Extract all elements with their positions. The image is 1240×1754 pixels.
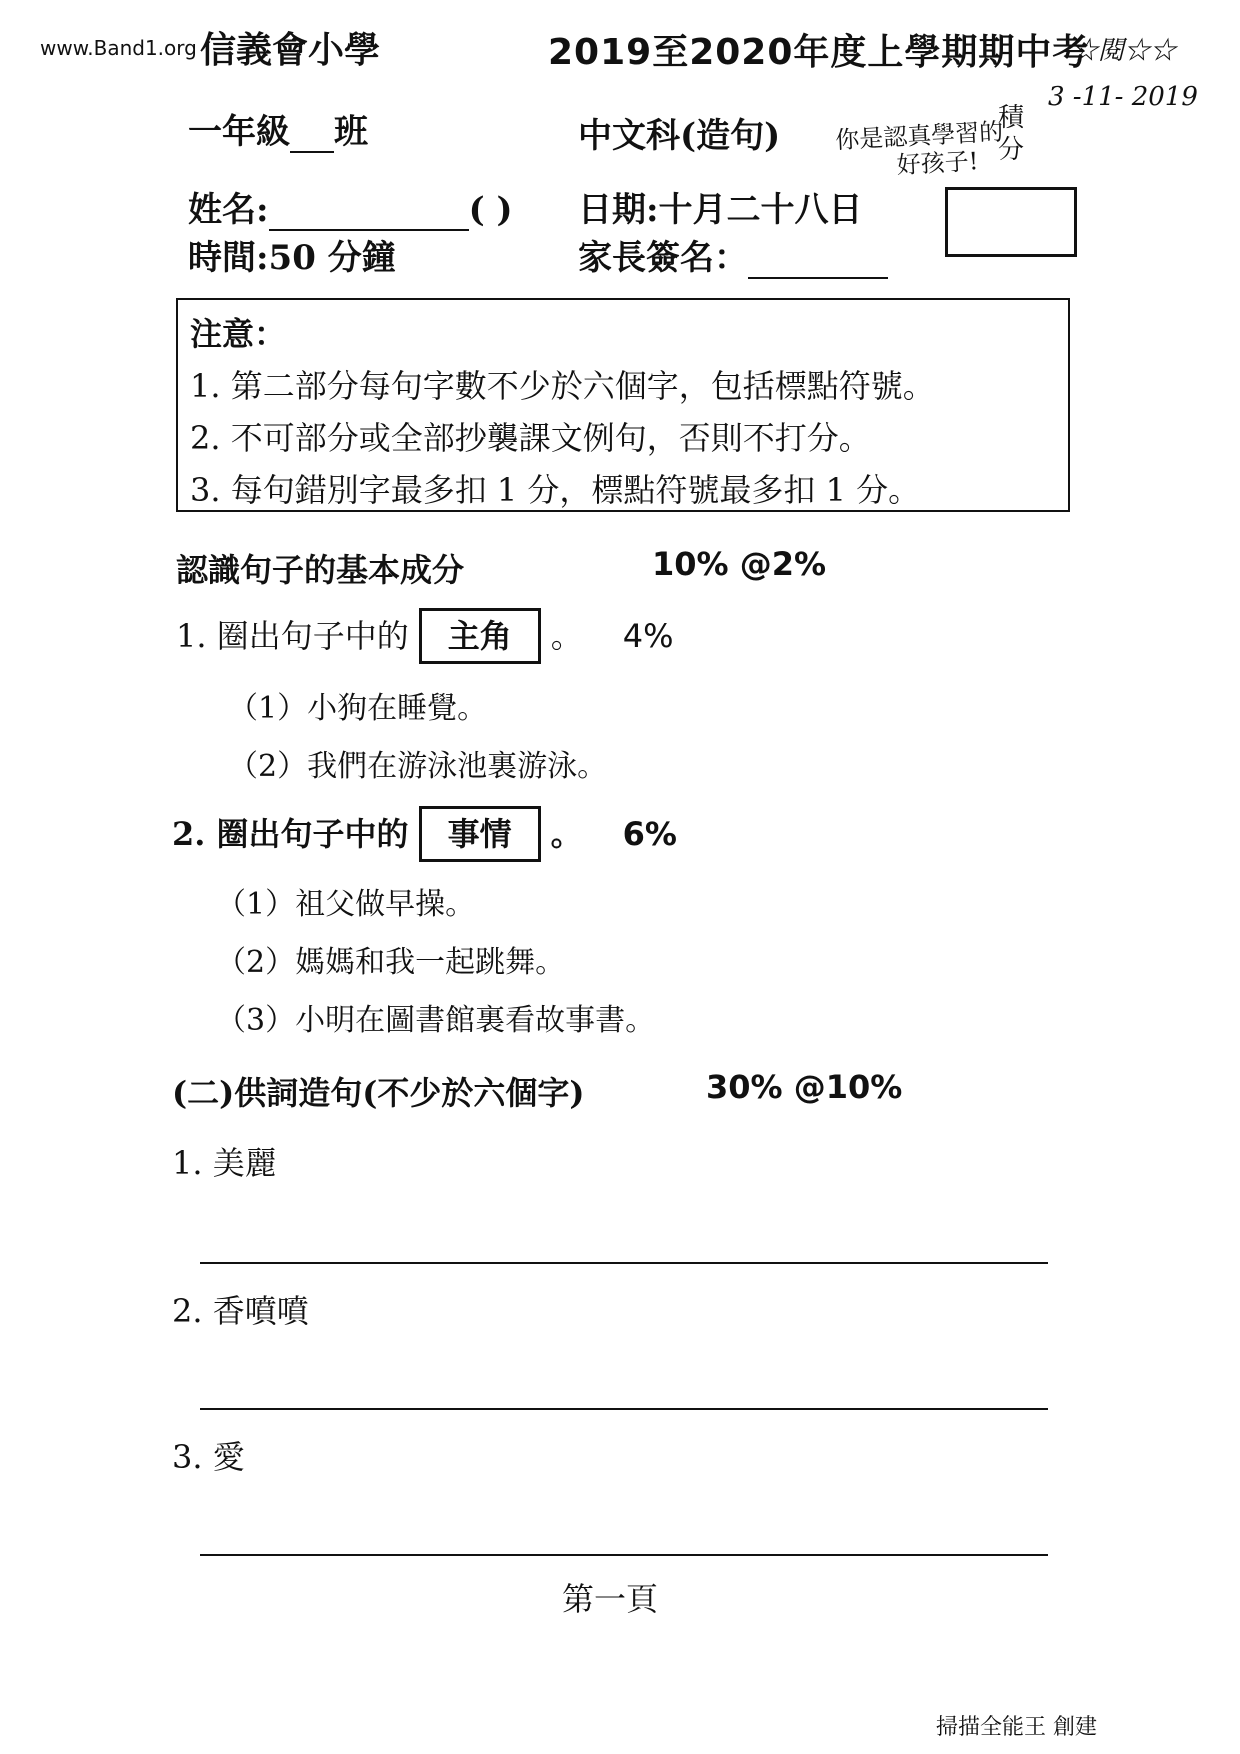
question1-percent: 4% <box>622 617 674 655</box>
notice-item: 3. 每句錯別字最多扣 1 分，標點符號最多扣 1 分。 <box>190 471 921 509</box>
list-item: （1）小狗在睡覺。 <box>228 691 488 726</box>
name-label: 姓名: <box>188 190 269 230</box>
exam-title: 2019至2020年度上學期期中考 <box>548 32 1090 73</box>
question2-prefix: 2. 圈出句子中的 <box>172 815 409 853</box>
question2-items <box>216 876 655 1050</box>
scanner-credit: 掃描全能王 創建 <box>936 1715 1097 1740</box>
parent-signature-blank <box>748 277 888 279</box>
praise-line-1: 你是認真學習的 <box>834 117 1004 155</box>
section2-percent: 30% @10% <box>706 1068 903 1106</box>
section1-title: 認識句子的基本成分 <box>176 551 465 589</box>
list-item: （1）祖父做早操。 <box>216 887 476 922</box>
subject-title: 中文科(造句) <box>578 116 781 156</box>
watermark-url: www.Band1.org <box>40 36 197 60</box>
grade-label: 一年級 <box>188 112 290 152</box>
score-stamp-label: 積分 <box>997 103 1024 165</box>
grade-class-row <box>188 104 368 153</box>
list-item: （2）我們在游泳池裏游泳。 <box>228 749 608 784</box>
class-label: 班 <box>334 112 368 152</box>
question1-title <box>176 608 674 664</box>
parent-signature-label: 家長簽名： <box>578 238 748 278</box>
reviewed-mark: ☆閱☆☆ <box>1072 36 1177 66</box>
notice-box <box>176 298 1070 512</box>
section2-title: (二)供詞造句(不少於六個字) <box>172 1074 585 1112</box>
answer-line[interactable] <box>200 1554 1048 1556</box>
question1-prefix: 1. 圈出句子中的 <box>176 617 409 655</box>
section1-percent: 10% @2% <box>652 545 827 583</box>
score-box <box>945 187 1077 257</box>
word-prompt: 1. 美麗 <box>172 1144 277 1182</box>
class-number-paren: ( ) <box>468 190 513 230</box>
praise-stamp <box>835 118 1006 183</box>
question2-boxed-word: 事情 <box>419 806 541 862</box>
question2-title <box>172 806 677 862</box>
question1-boxed-word: 主角 <box>419 608 541 664</box>
answer-line[interactable] <box>200 1408 1048 1410</box>
notice-item: 1. 第二部分每句字數不少於六個字，包括標點符號。 <box>190 367 935 405</box>
school-name: 信義會小學 <box>200 29 381 71</box>
question2-percent: 6% <box>622 815 677 853</box>
date-stamp: 3 -11- 2019 <box>1048 82 1198 112</box>
page-number: 第一頁 <box>562 1580 659 1618</box>
exam-duration: 時間:50 分鐘 <box>188 238 396 278</box>
name-row <box>188 182 513 231</box>
list-item: （2）媽媽和我一起跳舞。 <box>216 945 566 980</box>
class-blank <box>290 151 334 153</box>
word-prompt: 3. 愛 <box>172 1438 245 1476</box>
question2-suffix: 。 <box>550 815 583 853</box>
answer-line[interactable] <box>200 1262 1048 1264</box>
praise-line-2: 好孩子! <box>896 146 980 180</box>
exam-date: 日期:十月二十八日 <box>578 190 863 230</box>
notice-title: 注意： <box>190 315 287 353</box>
list-item: （3）小明在圖書館裏看故事書。 <box>216 1003 656 1038</box>
notice-item: 2. 不可部分或全部抄襲課文例句，否則不打分。 <box>190 419 871 457</box>
question1-suffix: 。 <box>550 617 583 655</box>
word-prompt: 2. 香噴噴 <box>172 1292 309 1330</box>
question1-items <box>228 680 607 796</box>
parent-signature-row <box>578 230 888 279</box>
